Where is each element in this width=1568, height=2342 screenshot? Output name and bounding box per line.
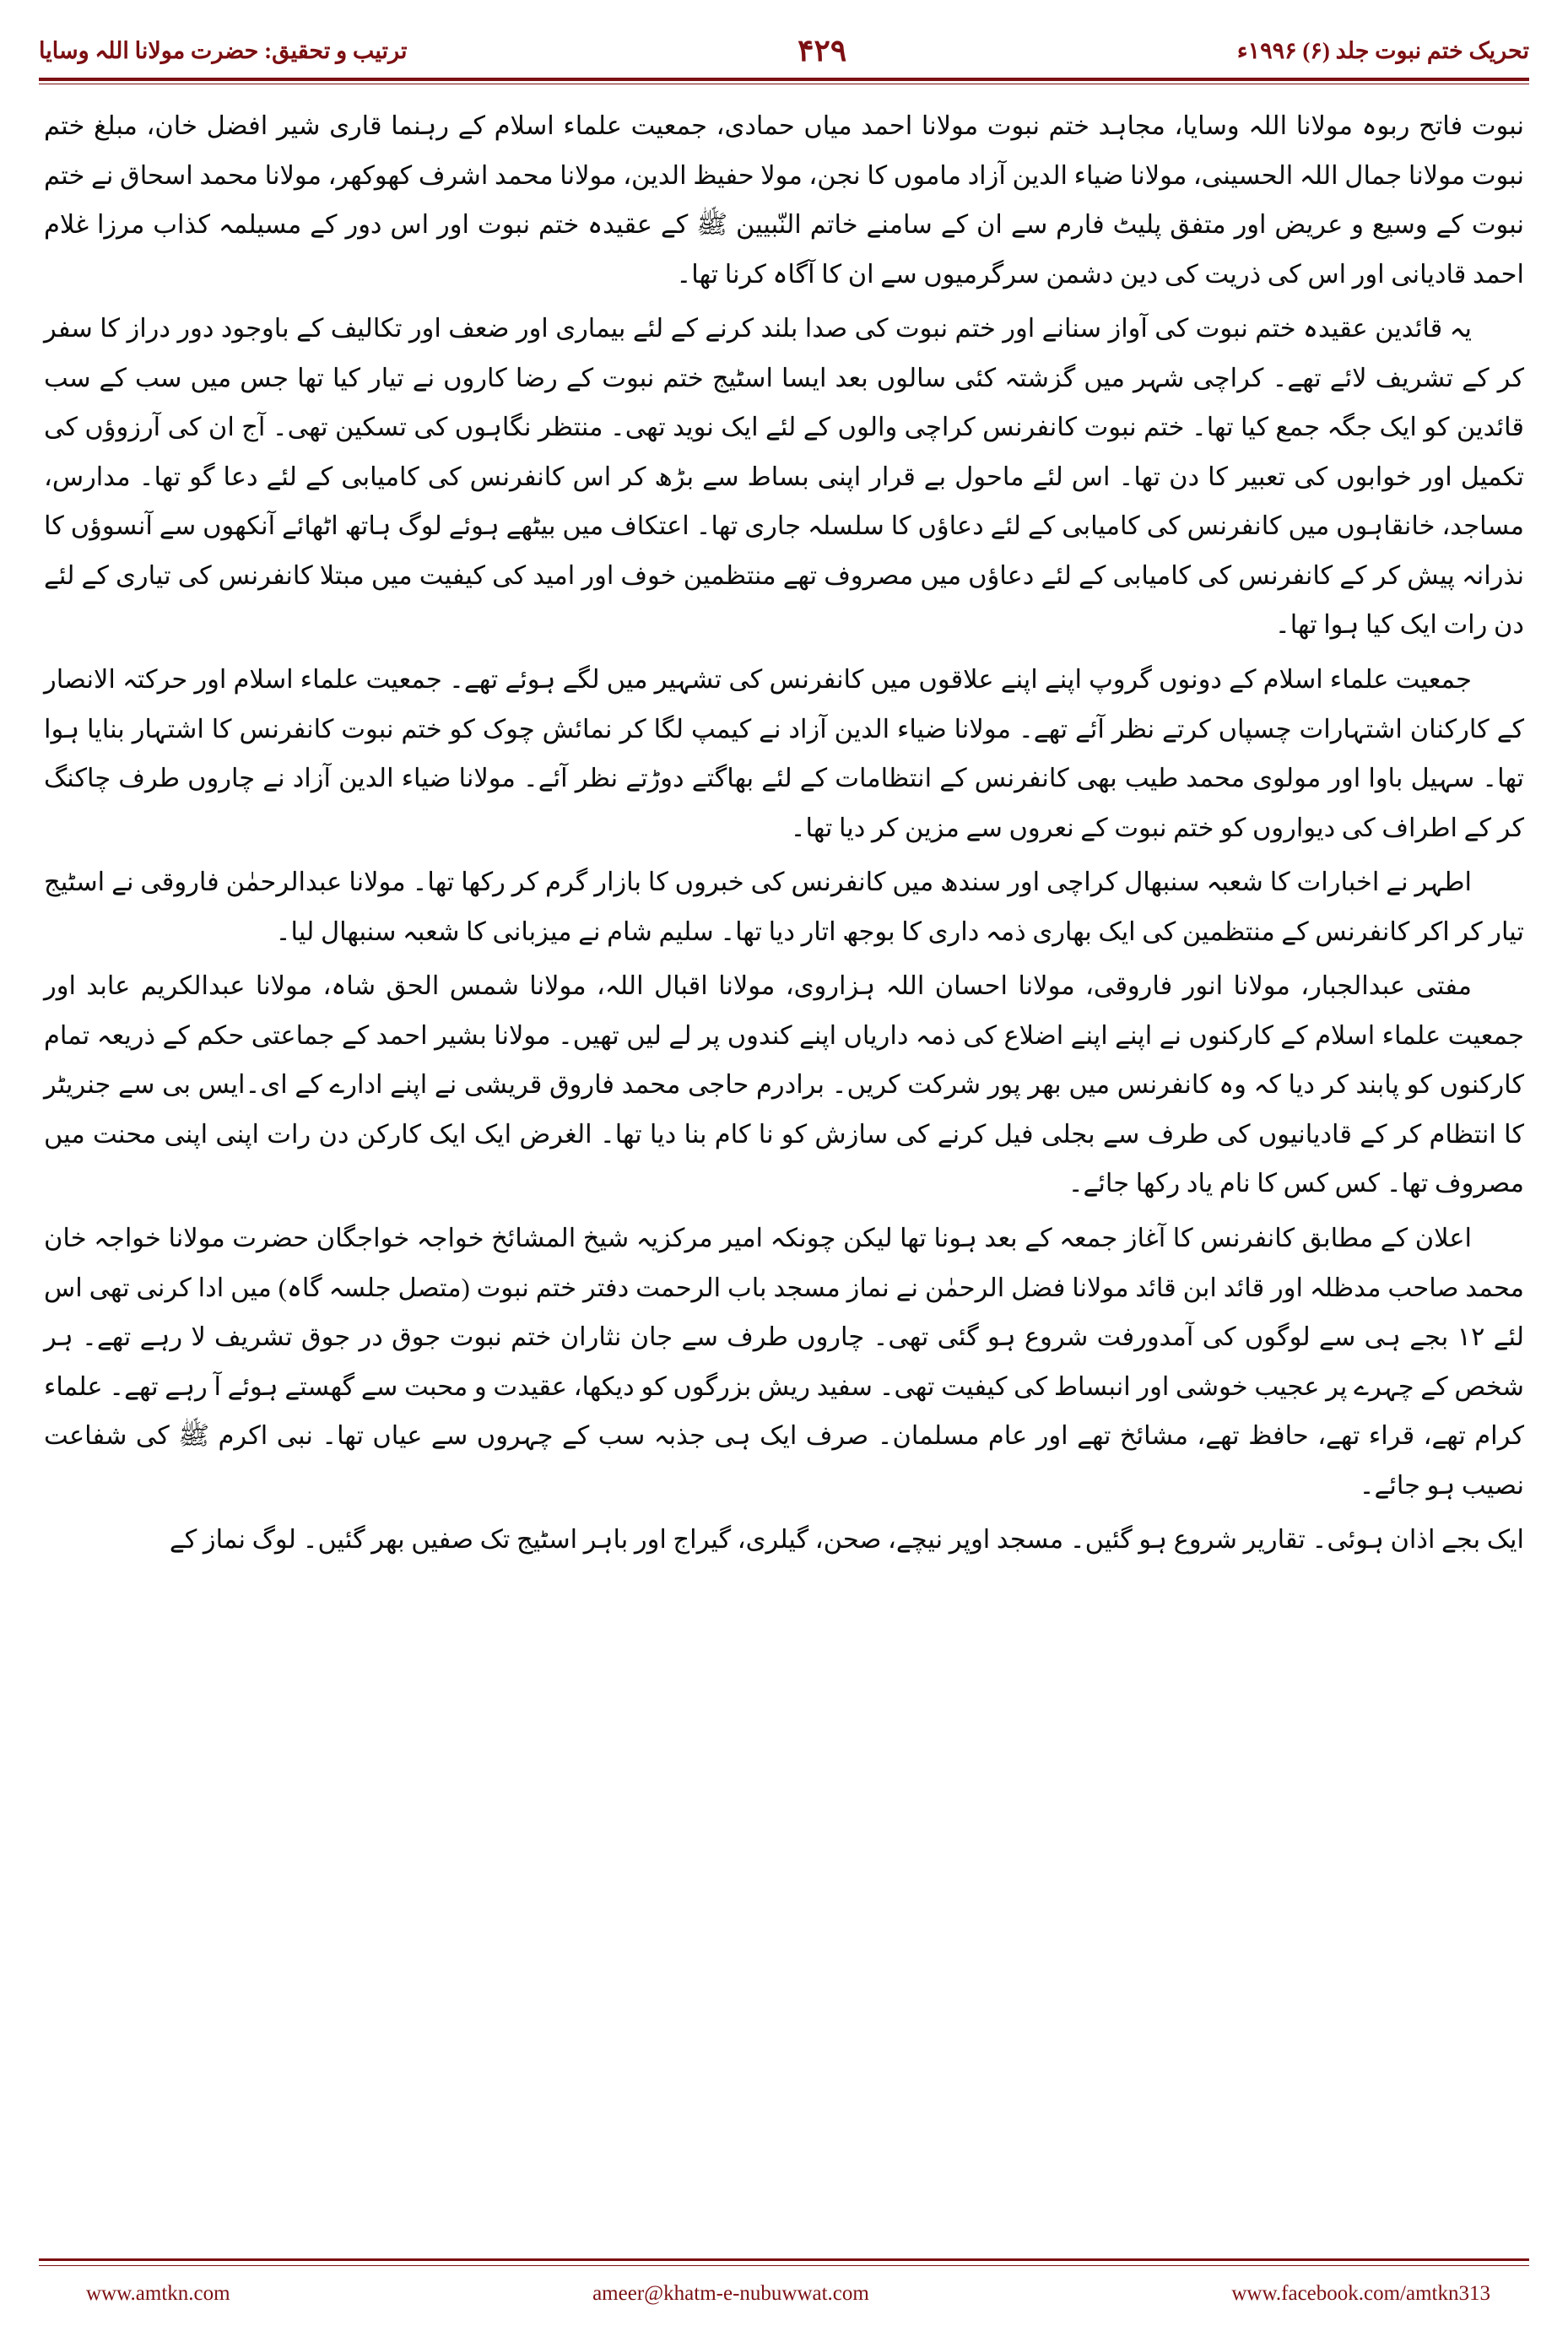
header-divider bbox=[39, 78, 1529, 81]
paragraph: مفتی عبدالجبار، مولانا انور فاروقی، مولانا احسان اللہ ہزاروی، مولانا اقبال اللہ، مولانا شمس الحق شاہ، مولانا عبدالکریم عابد اور جمعیت علماء اسلام کے کارکنوں نے اپنے اپنے اضلاع کی ذمہ داریاں اپنے کندوں پر لے لیں تھیں۔ مولانا بشیر احمد کے جماعتی حکم کے ذریعہ تمام کارکنوں کو پابند کر دیا کہ وہ کانفرنس میں بھر پور شرکت کریں۔ برادرم حاجی محمد فاروق قریشی نے اپنے ادارے کے ای۔ایس بی سے جنریٹر کا انتظام کر کے قادیانیوں کی طرف سے بجلی فیل کرنے کی سازش کو نا کام بنا دیا تھا۔ الغرض ایک ایک کارکن دن رات اپنی اپنی محنت میں مصروف تھا۔ کس کس کا نام یاد رکھا جائے۔ bbox=[44, 971, 1525, 1198]
page-number: ۴۲۹ bbox=[798, 34, 847, 68]
page-footer bbox=[39, 2274, 1529, 2313]
footer-divider-thin bbox=[39, 2265, 1529, 2266]
paragraph: جمعیت علماء اسلام کے دونوں گروپ اپنے اپنے علاقوں میں کانفرنس کی تشہیر میں لگے ہوئے تھے۔ جمعیت علماء اسلام اور حرکتہ الانصار کے کارکنان اشتہارات چسپاں کرتے نظر آئے تھے۔ مولانا ضیاء الدین آزاد نے کیمپ لگا کر نمائش چوک کو ختم نبوت کانفرنس کا اشتہار بنایا ہوا تھا۔ سہیل باوا اور مولوی محمد طیب بھی کانفرنس کے انتظامات کے لئے بھاگتے دوڑتے نظر آئے۔ مولانا ضیاء الدین آزاد نے چاروں طرف چاکنگ کر کے اطراف کی دیواروں کو ختم نبوت کے نعروں سے مزین کر دیا تھا۔ bbox=[44, 665, 1524, 842]
paragraph: ایک بجے اذان ہوئی۔ تقاریر شروع ہو گئیں۔ مسجد اوپر نیچے، صحن، گیلری، گیراج اور باہر اسٹیج تک صفیں بھر گئیں۔ لوگ نماز کے bbox=[169, 1525, 1524, 1555]
footer-website-link[interactable]: www.amtkn.com bbox=[86, 2282, 230, 2305]
page-header bbox=[39, 29, 1529, 73]
header-left-title: تحریک ختم نبوت جلد (۶) ۱۹۹۶ء bbox=[1236, 37, 1529, 63]
footer-divider bbox=[39, 2258, 1529, 2261]
paragraph: یہ قائدین عقیدہ ختم نبوت کی آواز سنانے اور ختم نبوت کی صدا بلند کرنے کے لئے بیماری اور ضعف اور تکالیف کے باوجود دور دراز کا سفر کر کے تشریف لائے تھے۔ کراچی شہر میں گزشتہ کئی سالوں بعد ایسا اسٹیج ختم نبوت کے رضا کاروں نے تیار کیا تھا جس میں سب کے سب قائدین کو ایک جگہ جمع کیا تھا۔ ختم نبوت کانفرنس کراچی والوں کے لئے ایک نوید تھی۔ منتظر نگاہوں کی تسکین تھی۔ آج ان کی آرزوؤں کی تکمیل اور خوابوں کی تعبیر کا دن تھا۔ اس لئے ماحول بے قرار اپنی بساط سے بڑھ کر اس کانفرنس کی کامیابی کے لئے دعا گو تھا۔ مدارس، مساجد، خانقاہوں میں کانفرنس کی کامیابی کے لئے دعاؤں کا سلسلہ جاری تھا۔ اعتکاف میں بیٹھے ہوئے لوگ ہاتھ اٹھائے آنکھوں سے آنسوؤں کا نذرانہ پیش کر کے کانفرنس کی کامیابی کے لئے دعاؤں میں مصروف تھے منتظمین خوف اور امید کی کیفیت میں مبتلا کانفرنس کی تیاری کے لئے دن رات ایک کیا ہوا تھا۔ bbox=[44, 314, 1524, 640]
paragraph: اعلان کے مطابق کانفرنس کا آغاز جمعہ کے بعد ہونا تھا لیکن چونکہ امیر مرکزیہ شیخ المشائخ خواجہ خواجگان حضرت مولانا خواجہ خان محمد صاحب مدظلہ اور قائد ابن قائد مولانا فضل الرحمٰن نے نماز مسجد باب الرحمت دفتر ختم نبوت (متصل جلسہ گاہ) میں ادا کرنی تھی اس لئے ۱۲ بجے ہی سے لوگوں کی آمدورفت شروع ہو گئی تھی۔ چاروں طرف سے جان نثاران ختم نبوت جوق در جوق تشریف لا رہے تھے۔ ہر شخص کے چہرے پر عجیب خوشی اور انبساط کی کیفیت تھی۔ سفید ریش بزرگوں کو دیکھا، عقیدت و محبت سے گھستے ہوئے آ رہے تھے۔ علماء کرام تھے، قراء تھے، حافظ تھے، مشائخ تھے اور عام مسلمان۔ صرف ایک ہی جذبہ سب کے چہروں سے عیاں تھا۔ نبی اکرم ﷺ کی شفاعت نصیب ہو جائے۔ bbox=[44, 1224, 1524, 1500]
body-text bbox=[44, 101, 1524, 2215]
footer-facebook-link[interactable]: www.facebook.com/amtkn313 bbox=[1231, 2282, 1490, 2305]
header-right-title: ترتیب و تحقیق: حضرت مولانا اللہ وسایا bbox=[39, 37, 408, 63]
footer-email[interactable]: ameer@khatm-e-nubuwwat.com bbox=[592, 2282, 869, 2305]
paragraph: نبوت فاتح ربوہ مولانا اللہ وسایا، مجاہد ختم نبوت مولانا احمد میاں حمادی، جمعیت علماء اسلام کے رہنما قاری شیر افضل خان، مبلغ ختم نبوت مولانا جمال اللہ الحسینی، مولانا ضیاء الدین آزاد ماموں کا نجن، مولا حفیظ الدین، مولانا محمد اشرف کھوکھر، مولانا محمد اسحاق نے ختم نبوت کے وسیع و عریض اور متفق پلیٹ فارم سے ان کے سامنے خاتم النّبیین ﷺ کے عقیدہ ختم نبوت اور اس دور کے مسیلمہ کذاب مرزا غلام احمد قادیانی اور اس کی ذریت کی دین دشمن سرگرمیوں سے ان کا آگاہ کرنا تھا۔ bbox=[44, 111, 1524, 289]
paragraph: اطہر نے اخبارات کا شعبہ سنبھال کراچی اور سندھ میں کانفرنس کی خبروں کا بازار گرم کر رکھا تھا۔ مولانا عبدالرحمٰن فاروقی نے اسٹیج تیار کر اکر کانفرنس کے منتظمین کی ایک بھاری ذمہ داری کا بوجھ اتار دیا تھا۔ سلیم شام نے میزبانی کا شعبہ سنبھال لیا۔ bbox=[44, 868, 1524, 946]
